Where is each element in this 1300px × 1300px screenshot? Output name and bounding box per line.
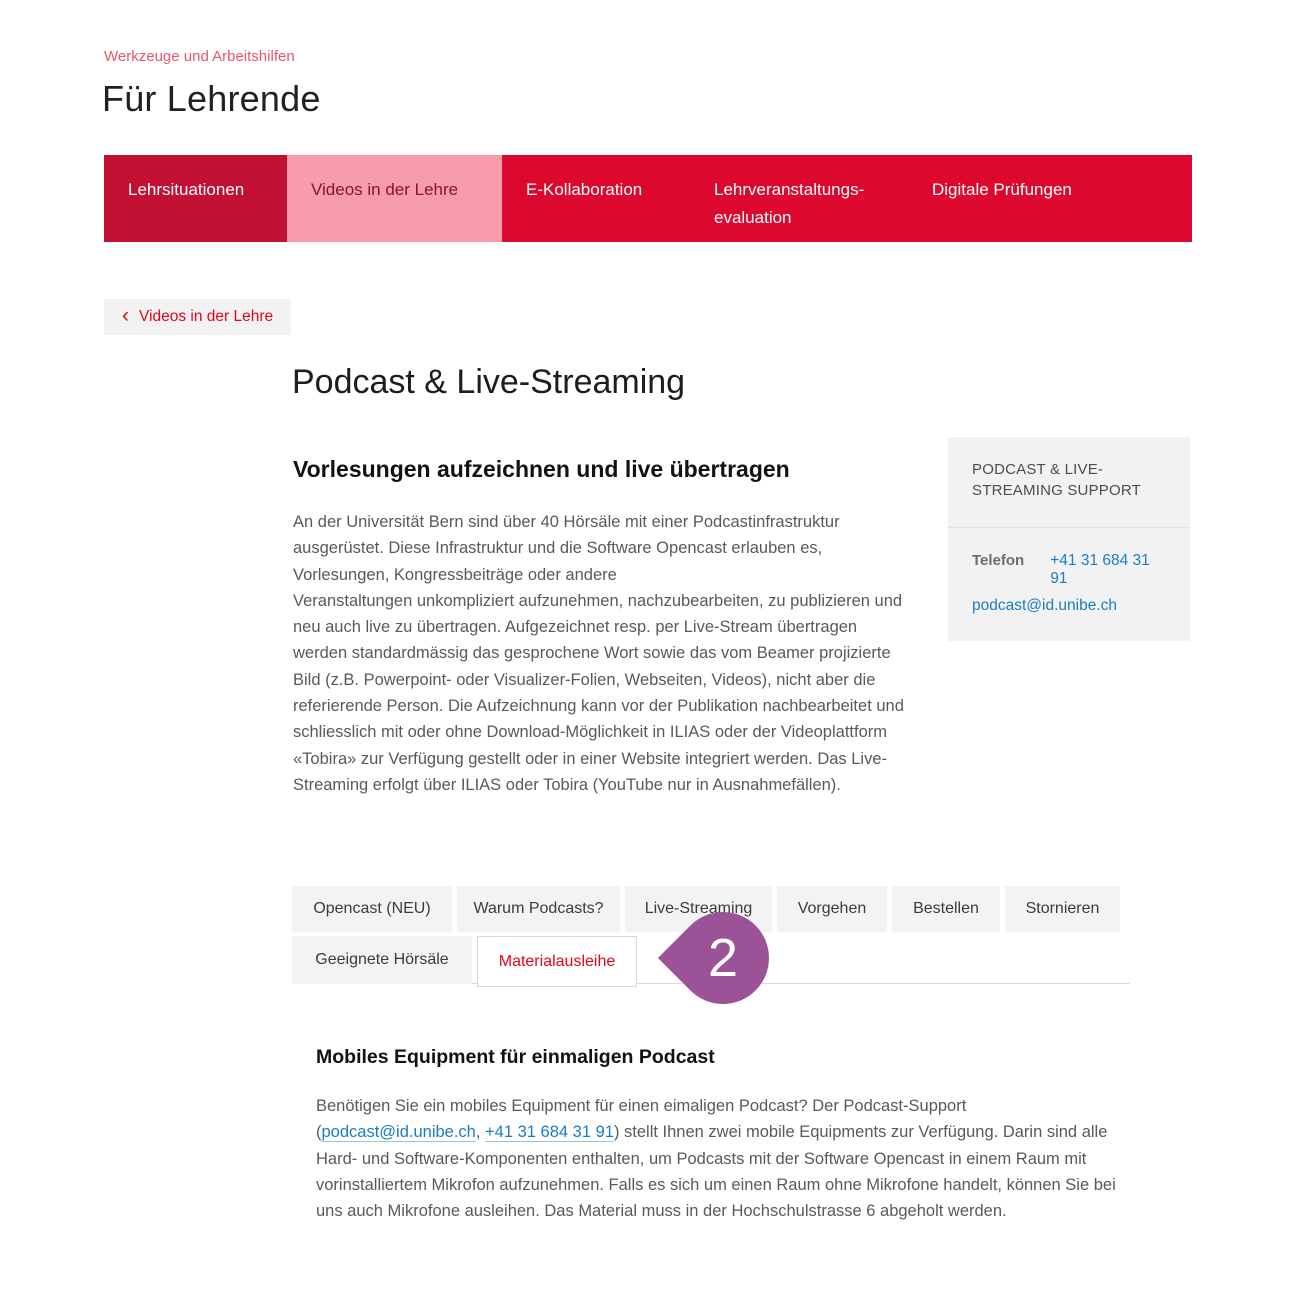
tab-stornieren[interactable]: Stornieren bbox=[1005, 886, 1120, 932]
page-title: Podcast & Live-Streaming bbox=[292, 363, 686, 401]
tab-materialausleihe[interactable]: Materialausleihe bbox=[477, 936, 637, 987]
nav-item-lehrsituationen[interactable]: Lehrsituationen bbox=[104, 155, 287, 242]
equipment-heading: Mobiles Equipment für einmaligen Podcast bbox=[316, 1046, 715, 1068]
annotation-step-number: 2 bbox=[707, 928, 739, 989]
tab-live-streaming[interactable]: Live-Streaming bbox=[625, 886, 772, 932]
equipment-body bbox=[316, 1093, 1134, 1224]
breadcrumb-eyebrow: Werkzeuge und Arbeitshilfen bbox=[104, 48, 295, 65]
equipment-section bbox=[316, 1046, 1134, 1224]
nav-item-digitale-pruefungen[interactable]: Digitale Prüfungen bbox=[908, 155, 1192, 242]
back-link-label: Videos in der Lehre bbox=[139, 308, 274, 325]
nav-item-lehrveranstaltungsevaluation[interactable]: Lehrveranstaltungs-evaluation bbox=[690, 155, 908, 242]
support-email-link[interactable]: podcast@id.unibe.ch bbox=[972, 597, 1117, 614]
equipment-body-before: Benötigen Sie ein mobiles Equipment für einen eimaligen Podcast? Der Podcast-Support ( bbox=[316, 1097, 967, 1142]
tab-warum-podcasts[interactable]: Warum Podcasts? bbox=[457, 886, 620, 932]
chevron-left-icon: ‹ bbox=[122, 304, 129, 327]
support-phone-label: Telefon bbox=[972, 552, 1025, 569]
article-body-part1: An der Universität Bern sind über 40 Hörsäle mit einer Podcastinfrastruktur ausgerüstet. Diese Infrastruktur und die Software Opencast erlauben es, Vorlesungen, Kongressbeiträge oder andere bbox=[293, 513, 840, 584]
article-body-part2: Veranstaltungen unkompliziert aufzunehmen, nachzubearbeiten, zu publizieren und neu auch live zu übertragen. Aufgezeichnet resp. per Live-Stream übertragen werden standardmässig das gesprochene Wort sowie das vom Beamer projizierte Bild (z.B. Powerpoint- oder Visualizer-Folien, Webseiten, Videos), nicht aber die referierende Person. Die Aufzeichnung kann vor der Publikation nachbearbeitet und schliesslich mit oder ohne Download-Möglichkeit in ILIAS oder der Videoplattform «Tobira» zur Verfügung gestellt oder in einer Website integriert werden. Das Live-Streaming erfolgt über ILIAS oder Tobira (YouTube nur in Ausnahmefällen). bbox=[293, 591, 904, 794]
nav-item-videos-in-der-lehre[interactable]: Videos in der Lehre bbox=[287, 155, 502, 242]
article-body bbox=[293, 509, 909, 798]
tab-opencast-neu[interactable]: Opencast (NEU) bbox=[292, 886, 452, 932]
support-box bbox=[948, 437, 1190, 641]
support-box-title: PODCAST & LIVE-STREAMING SUPPORT bbox=[972, 461, 1141, 499]
support-phone-link[interactable]: +41 31 684 31 91 bbox=[1050, 552, 1150, 587]
equipment-phone-link[interactable]: +41 31 684 31 91 bbox=[485, 1123, 614, 1142]
article-intro bbox=[293, 456, 909, 798]
tab-geeignete-hoersaele[interactable]: Geeignete Hörsäle bbox=[292, 936, 472, 984]
equipment-separator: , bbox=[475, 1123, 486, 1142]
primary-nav bbox=[104, 155, 1192, 242]
back-link-videos-in-der-lehre[interactable] bbox=[104, 299, 291, 335]
support-box-body bbox=[948, 527, 1190, 641]
nav-item-e-kollaboration[interactable]: E-Kollaboration bbox=[502, 155, 690, 242]
site-title: Für Lehrende bbox=[102, 78, 321, 119]
support-phone-row bbox=[972, 552, 1166, 588]
tab-bestellen[interactable]: Bestellen bbox=[892, 886, 1000, 932]
equipment-body-after: ) stellt Ihnen zwei mobile Equipments zur Verfügung. Darin sind alle Hard- und Software-Komponenten enthalten, um Podcasts mit der Software Opencast in einem Raum mit vorinstalliertem Mikrofon aufzunehmen. Falls es sich um einen Raum ohne Mikrofone handelt, können Sie bei uns auch Mikrofone ausleihen. Das Material muss in der Hochschulstrasse 6 abgeholt werden. bbox=[316, 1123, 1116, 1221]
equipment-email-link[interactable]: podcast@id.unibe.ch bbox=[321, 1123, 476, 1142]
article-heading: Vorlesungen aufzeichnen und live übertragen bbox=[293, 456, 790, 482]
tab-vorgehen[interactable]: Vorgehen bbox=[777, 886, 887, 932]
